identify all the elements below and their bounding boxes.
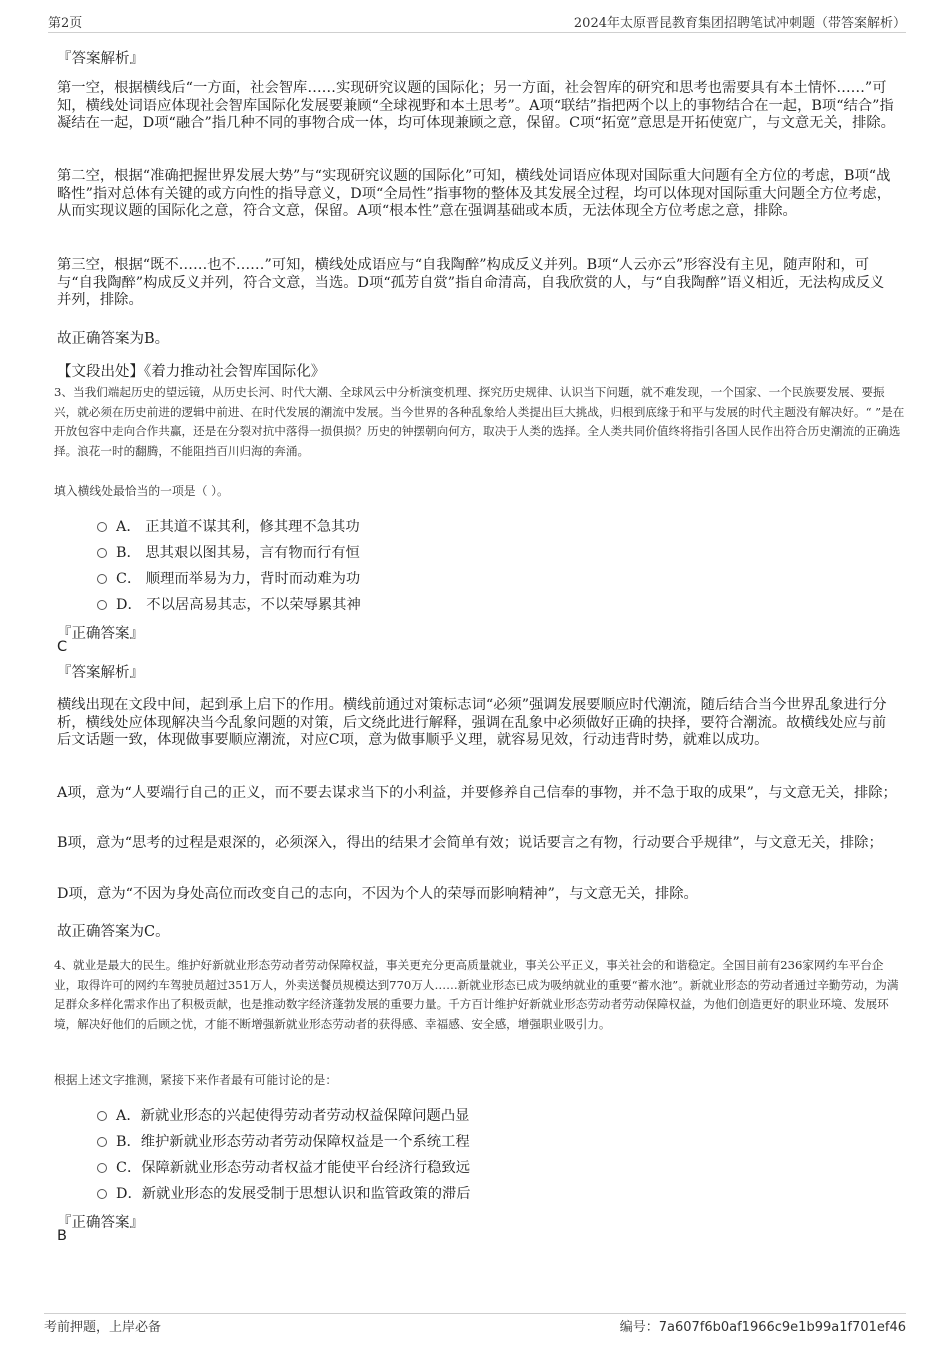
q4-option-c[interactable]: C．保障新就业形态劳动者权益才能使平台经济行稳致远 bbox=[97, 1157, 470, 1177]
q4-option-d[interactable]: D．新就业形态的发展受制于思想认识和监管政策的滞后 bbox=[97, 1183, 471, 1203]
q3-option-a[interactable]: A． 正其道不谋其利，修其理不急其功 bbox=[97, 516, 360, 536]
radio-icon[interactable] bbox=[97, 1163, 107, 1173]
q2-explanation-paragraph: 第三空，根据“既不……也不……”可知，横线处成语应与“自我陶醉”构成反义并列。B项“人云亦云”形容没有主见，随声附和，可与“自我陶醉”构成反义并列，符合文意，当选。D项“孤芳自赏”指自命清高，自我欣赏的人，与“自我陶醉”语义相近，无法构成反义并列，排除。 bbox=[57, 257, 885, 308]
radio-icon[interactable] bbox=[97, 1189, 107, 1199]
q3-stem: 3、当我们端起历史的望远镜，从历史长河、时代大潮、全球风云中分析演变机理、探究历史规律、认识当下问题，就不难发现，一个国家、一个民族要发展、要振兴，就必须在历史前进的逻辑中前进、在时代发展的潮流中发展。当今世界的各种乱象给人类提出巨大挑战，归根到底缘于和平与发展的时代主题没有解决好。“ ”是在开放包容中走向合作共赢，还是在分裂对抗中落得一损俱损？历史的钟摆朝向何方，取决于人类的选择。全人类共同价值终将指引各国人民作出符合历史潮流的正确选择。浪花一时的翻腾，不能阻挡百川归海的奔涌。 bbox=[54, 385, 905, 458]
page-number: 第2页 bbox=[48, 16, 83, 31]
document-code: 编号：7a607f6b0af1966c9e1b99a1f701ef46 bbox=[619, 1320, 906, 1335]
radio-icon[interactable] bbox=[97, 574, 107, 584]
q4-prompt: 根据上述文字推测，紧接下来作者最有可能讨论的是： bbox=[54, 1073, 338, 1087]
q3-explanation-label: 『答案解析』 bbox=[57, 665, 144, 681]
q4-option-a[interactable]: A．新就业形态的兴起使得劳动者劳动权益保障问题凸显 bbox=[97, 1105, 469, 1125]
q3-explanation-paragraph: D项，意为“不因为身处高位而改变自己的志向，不因为个人的荣辱而影响精神”，与文意无关，排除。 bbox=[57, 886, 698, 902]
q3-answer: C bbox=[57, 639, 68, 655]
q2-explanation-paragraph: 第一空，根据横线后“一方面，社会智库……实现研究议题的国际化；另一方面，社会智库的研究和思考也需要具有本土情怀……”可知，横线处词语应体现社会智库国际化发展要兼顾“全球视野和本土思考”。A项“联结”指把两个以上的事物结合在一起，B项“结合”指凝结在一起，D项“融合”指几种不同的事物合成一体，均可体现兼顾之意，保留。C项“拓宽”意思是开拓使宽广，与文意无关，排除。 bbox=[57, 80, 895, 131]
footer-slogan: 考前押题，上岸必备 bbox=[44, 1320, 162, 1335]
q3-explanation-paragraph: A项，意为“人要端行自己的正义，而不要去谋求当下的小利益，并要修养自己信奉的事物，并不急于取的成果”，与文意无关，排除； bbox=[57, 785, 897, 801]
q2-explanation-label: 『答案解析』 bbox=[57, 51, 144, 67]
radio-icon[interactable] bbox=[97, 1137, 107, 1147]
q4-stem: 4、就业是最大的民生。维护好新就业形态劳动者劳动保障权益，事关更充分更高质量就业，事关公平正义，事关社会的和谐稳定。全国目前有236家网约车平台企业，取得许可的网约车驾驶员超过351万人，外卖送餐员规模达到770万人……新就业形态已成为吸纳就业的重要“蓄水池”。新就业形态的劳动者通过辛勤劳动，为满足群众多样化需求作出了积极贡献，也是推动数字经济蓬勃发展的重要力量。千方百计维护好新就业形态劳动者劳动保障权益，为他们创造更好的职业环境、发展环境，解决好他们的后顾之忧，才能不断增强新就业形态劳动者的获得感、幸福感、安全感，增强职业吸引力。 bbox=[54, 958, 899, 1031]
q3-option-d[interactable]: D． 不以居高易其志，不以荣辱累其神 bbox=[97, 594, 361, 614]
q3-option-c[interactable]: C． 顺理而举易为力，背时而动难为功 bbox=[97, 568, 360, 588]
q3-prompt: 填入横线处最恰当的一项是（ ）。 bbox=[54, 484, 229, 498]
page-header bbox=[48, 12, 906, 33]
q3-option-b[interactable]: B． 思其艰以图其易，言有物而行有恒 bbox=[97, 542, 360, 562]
q3-explanation-paragraph: 横线出现在文段中间，起到承上启下的作用。横线前通过对策标志词“必须”强调发展要顺应时代潮流，随后结合当今世界乱象进行分析，横线处应体现解决当今乱象问题的对策，后文绕此进行解释，强调在乱象中必须做好正确的抉择，要符合潮流。故横线处应与前后文话题一致，体现做事要顺应潮流，对应C项，意为做事顺乎义理，就容易见效，行动违背时势，就难以成功。 bbox=[57, 697, 887, 748]
radio-icon[interactable] bbox=[97, 548, 107, 558]
q2-explanation-paragraph: 第二空，根据“准确把握世界发展大势”与“实现研究议题的国际化”可知，横线处词语应体现对国际重大问题有全方位的考虑，B项“战略性”指对总体有关键的或方向性的指导意义，D项“全局性”指事物的整体及其发展全过程，均可以体现对国际重大问题全方位考虑，从而实现议题的国际化之意，符合文意，保留。A项“根本性”意在强调基础或本质，无法体现全方位考虑之意，排除。 bbox=[57, 168, 892, 219]
q3-explanation-paragraph: B项，意为“思考的过程是艰深的，必须深入，得出的结果才会简单有效；说话要言之有物，行动要合乎规律”，与文意无关，排除； bbox=[57, 835, 883, 851]
q4-option-b[interactable]: B．维护新就业形态劳动者劳动保障权益是一个系统工程 bbox=[97, 1131, 470, 1151]
q2-source: 【文段出处】《着力推动社会智库国际化》 bbox=[57, 364, 326, 380]
q3-answer-label: 『正确答案』 bbox=[57, 626, 144, 642]
radio-icon[interactable] bbox=[97, 600, 107, 610]
document-title: 2024年太原晋昆教育集团招聘笔试冲刺题（带答案解析） bbox=[573, 16, 906, 31]
radio-icon[interactable] bbox=[97, 1111, 107, 1121]
radio-icon[interactable] bbox=[97, 522, 107, 532]
q3-conclusion: 故正确答案为C。 bbox=[57, 924, 170, 940]
q2-conclusion: 故正确答案为B。 bbox=[57, 331, 170, 347]
q4-answer-label: 『正确答案』 bbox=[57, 1215, 144, 1231]
page-footer bbox=[44, 1313, 906, 1336]
q4-answer: B bbox=[57, 1228, 67, 1244]
